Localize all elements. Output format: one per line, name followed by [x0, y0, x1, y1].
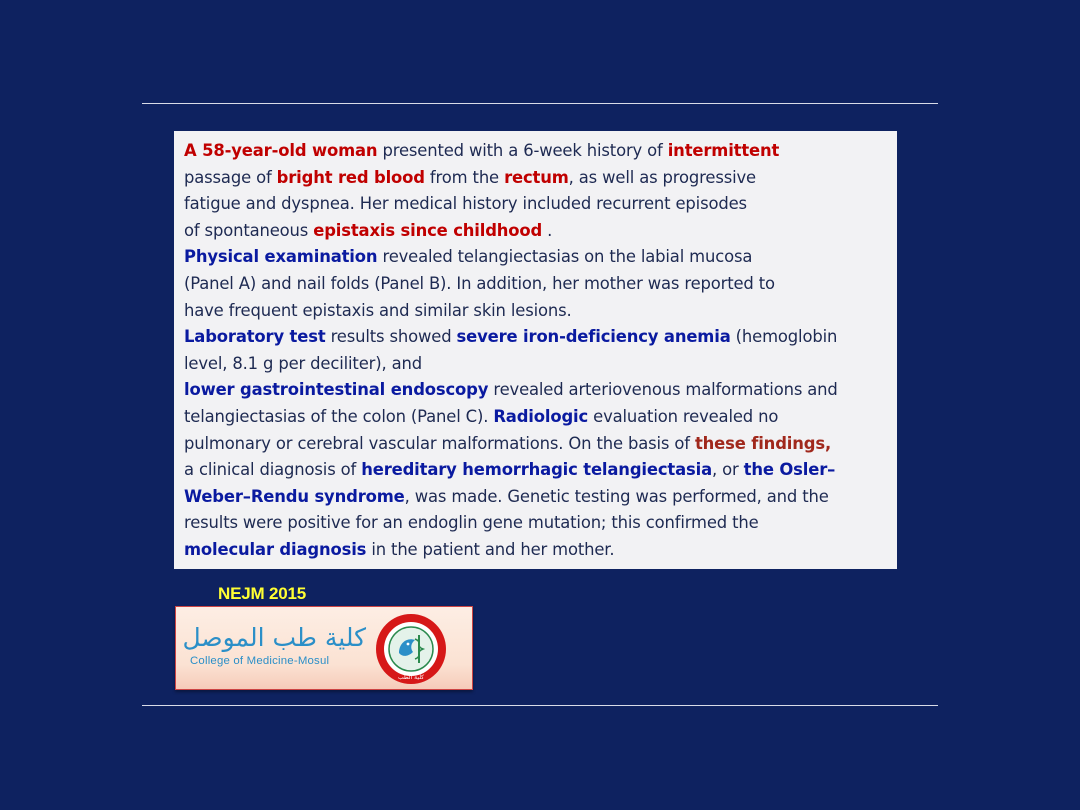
seal-text: كلية الطب — [397, 674, 425, 681]
intermittent-highlight: intermittent — [667, 141, 780, 160]
case-description-textbox — [174, 131, 897, 569]
these-findings-highlight: these findings, — [694, 433, 832, 453]
bottom-divider-line — [142, 705, 938, 706]
text-run: . — [542, 220, 553, 240]
text-run: , as well as progressive — [568, 167, 756, 187]
case-line — [184, 271, 897, 298]
case-line — [184, 218, 897, 245]
text-run: have frequent epistaxis and similar skin lesions. — [184, 300, 572, 320]
text-run: evaluation revealed no — [588, 406, 779, 426]
case-line — [184, 510, 897, 537]
text-run: from the — [424, 167, 505, 187]
text-run: (hemoglobin — [730, 327, 838, 347]
citation-label: NEJM 2015 — [218, 584, 306, 603]
radiologic-highlight: Radiologic — [493, 406, 589, 426]
top-divider-line — [142, 103, 938, 104]
text-run: level, 8.1 g per deciliter), and — [184, 353, 422, 373]
case-line — [184, 138, 897, 165]
text-run: , or — [711, 460, 744, 480]
case-line — [184, 165, 897, 192]
text-run: a clinical diagnosis of — [184, 460, 362, 480]
text-run: presented with a 6-week history of — [377, 141, 668, 160]
case-line — [184, 484, 897, 511]
case-line — [184, 324, 897, 351]
text-run: fatigue and dyspnea. Her medical history included recurrent episodes — [184, 194, 747, 214]
logo-english-name: College of Medicine-Mosul — [190, 655, 330, 667]
case-line — [184, 537, 897, 564]
text-run: results showed — [325, 327, 457, 347]
text-run: of spontaneous — [184, 220, 314, 240]
physical-examination-highlight: Physical examination — [184, 247, 378, 267]
college-logo — [175, 606, 473, 690]
rectum-highlight: rectum — [504, 167, 569, 187]
case-line — [184, 351, 897, 378]
text-run: results were positive for an endoglin gene mutation; this confirmed the — [184, 513, 759, 533]
bright-red-blood-highlight: bright red blood — [276, 167, 425, 187]
diagnosis-highlight: hereditary hemorrhagic telangiectasia — [361, 460, 712, 480]
text-run: passage of — [184, 167, 277, 187]
case-line — [184, 377, 897, 404]
text-run: (Panel A) and nail folds (Panel B). In addition, her mother was reported to — [184, 273, 775, 293]
syndrome-highlight: the Osler– — [743, 460, 836, 480]
case-line — [184, 191, 897, 218]
patient-highlight: A 58-year-old woman — [184, 141, 378, 160]
college-seal-icon — [375, 613, 447, 685]
case-line — [184, 431, 897, 458]
text-run: telangiectasias of the colon (Panel C). — [184, 406, 494, 426]
text-run: revealed telangiectasias on the labial mucosa — [377, 247, 753, 267]
laboratory-test-highlight: Laboratory test — [184, 327, 326, 347]
case-line — [184, 457, 897, 484]
molecular-diagnosis-highlight: molecular diagnosis — [184, 539, 367, 559]
case-line — [184, 244, 897, 271]
case-line — [184, 404, 897, 431]
anemia-highlight: severe iron-deficiency anemia — [456, 327, 731, 347]
text-run: , was made. Genetic testing was performed, and the — [404, 486, 829, 506]
endoscopy-highlight: lower gastrointestinal endoscopy — [184, 380, 489, 400]
text-run: revealed arteriovenous malformations and — [488, 380, 838, 400]
case-line — [184, 298, 897, 325]
epistaxis-highlight: epistaxis since childhood — [313, 220, 543, 240]
text-run: in the patient and her mother. — [366, 539, 615, 559]
logo-arabic-name: كلية طب الموصل — [182, 623, 366, 652]
text-run: pulmonary or cerebral vascular malformations. On the basis of — [184, 433, 695, 453]
syndrome-highlight: Weber–Rendu syndrome — [184, 486, 405, 506]
